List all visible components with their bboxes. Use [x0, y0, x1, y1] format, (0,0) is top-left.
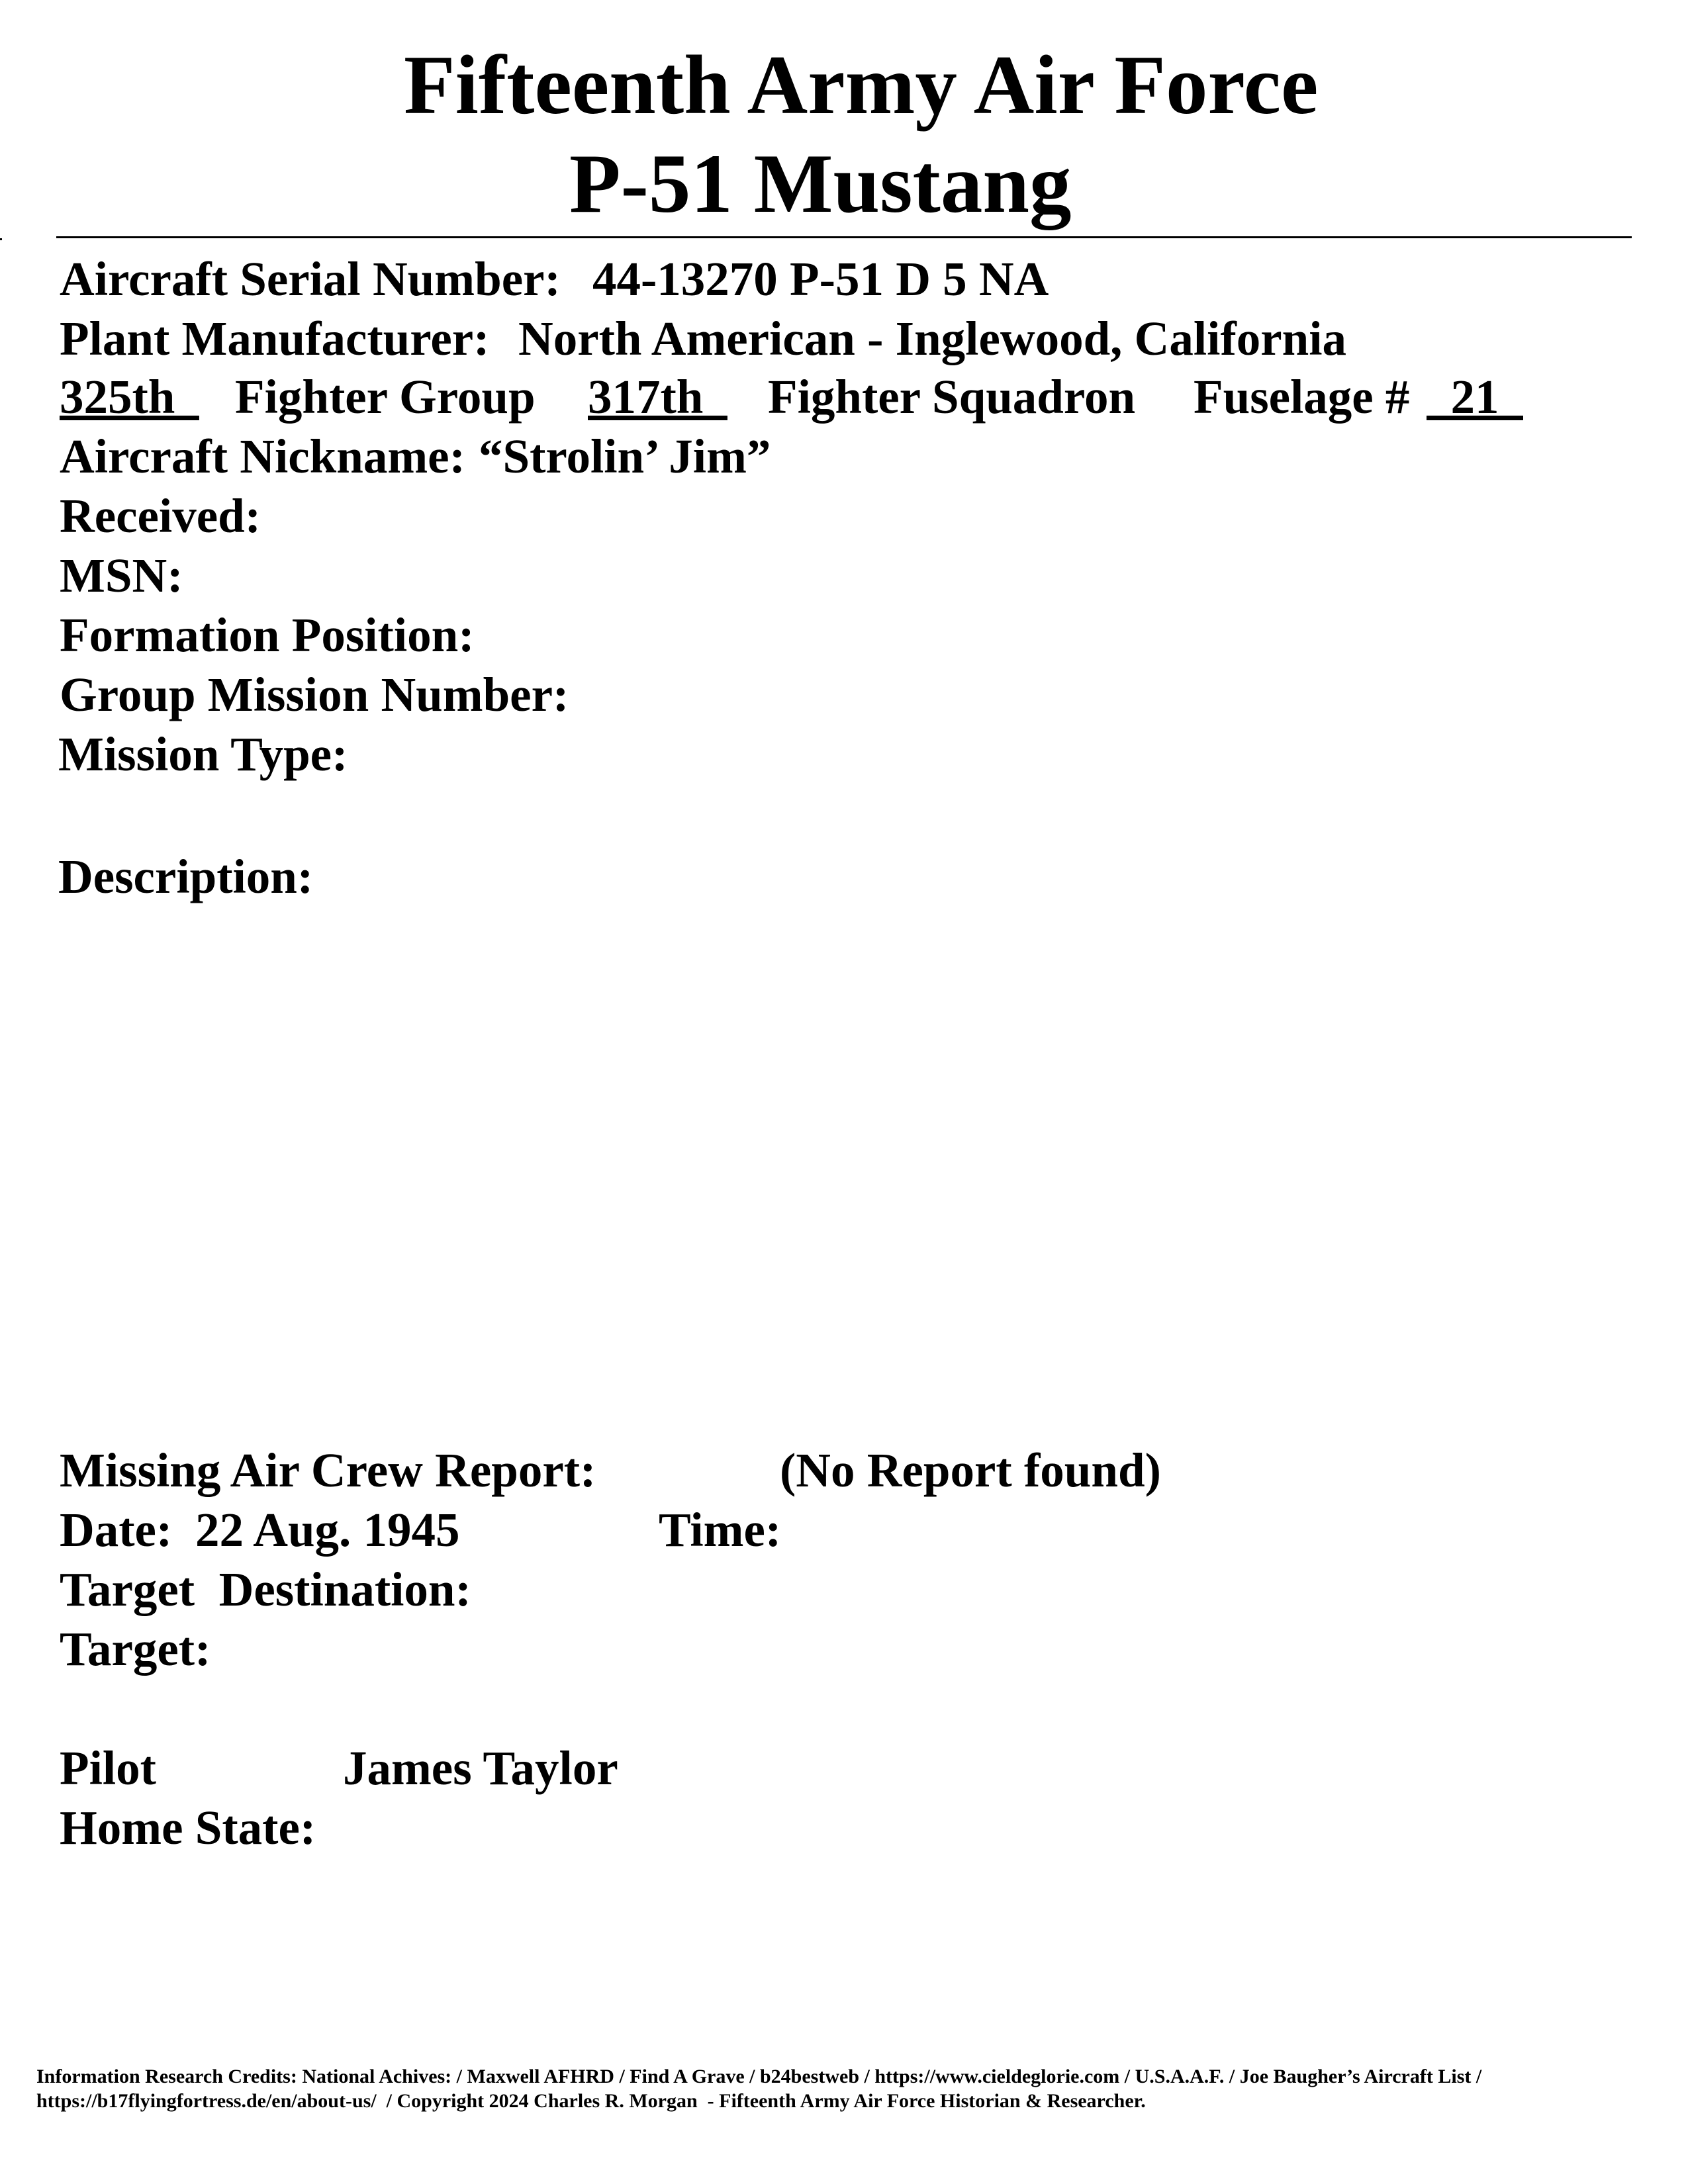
manufacturer-value: North American - Inglewood, California	[518, 312, 1347, 365]
macr-value: (No Report found)	[780, 1443, 1161, 1497]
page-title: Fifteenth Army Air Force	[404, 39, 1319, 132]
manufacturer-label: Plant Manufacturer:	[60, 312, 490, 365]
date-label: Date:	[60, 1503, 173, 1557]
date-value: 22 Aug. 1945	[195, 1503, 460, 1557]
group-mission-number-label: Group Mission Number:	[60, 668, 569, 721]
nickname-value: “Strolin’ Jim”	[479, 430, 771, 483]
received-label: Received:	[60, 489, 261, 543]
fuselage-label: Fuselage #	[1194, 370, 1410, 424]
pilot-value: James Taylor	[343, 1741, 618, 1795]
serial-number-value: 44-13270 P-51 D 5 NA	[592, 252, 1049, 306]
mission-type-label: Mission Type:	[58, 727, 348, 781]
nickname-label: Aircraft Nickname:	[60, 430, 465, 483]
target-label: Target:	[60, 1622, 211, 1676]
serial-number-label: Aircraft Serial Number:	[60, 252, 561, 306]
fuselage-value: 21	[1427, 370, 1523, 424]
header-divider	[56, 236, 1632, 238]
credits-line-1: Information Research Credits: National Achives: / Maxwell AFHRD / Find A Grave / b24bestweb / https://www.cieldeglorie.com / U.S.A.A.F. / Joe Baugher’s Aircraft List /	[36, 2066, 1482, 2087]
fighter-group-value: 325th	[60, 370, 199, 424]
target-destination-label: Target Destination:	[60, 1563, 471, 1616]
description-label: Description:	[58, 850, 314, 903]
pilot-label: Pilot	[60, 1741, 156, 1795]
time-label: Time:	[659, 1503, 782, 1557]
fighter-squadron-value: 317th	[588, 370, 727, 424]
credits-line-2: https://b17flyingfortress.de/en/about-us/ / Copyright 2024 Charles R. Morgan - Fifteenth Army Air Force Historian & Researcher.	[36, 2090, 1146, 2112]
fighter-squadron-label: Fighter Squadron	[768, 370, 1136, 424]
aircraft-type-title: P-51 Mustang	[569, 138, 1072, 230]
macr-label: Missing Air Crew Report:	[60, 1443, 596, 1497]
formation-position-label: Formation Position:	[60, 608, 475, 662]
home-state-label: Home State:	[60, 1801, 316, 1854]
msn-label: MSN:	[60, 549, 183, 602]
margin-mark	[0, 238, 2, 240]
fighter-group-label: Fighter Group	[235, 370, 536, 424]
